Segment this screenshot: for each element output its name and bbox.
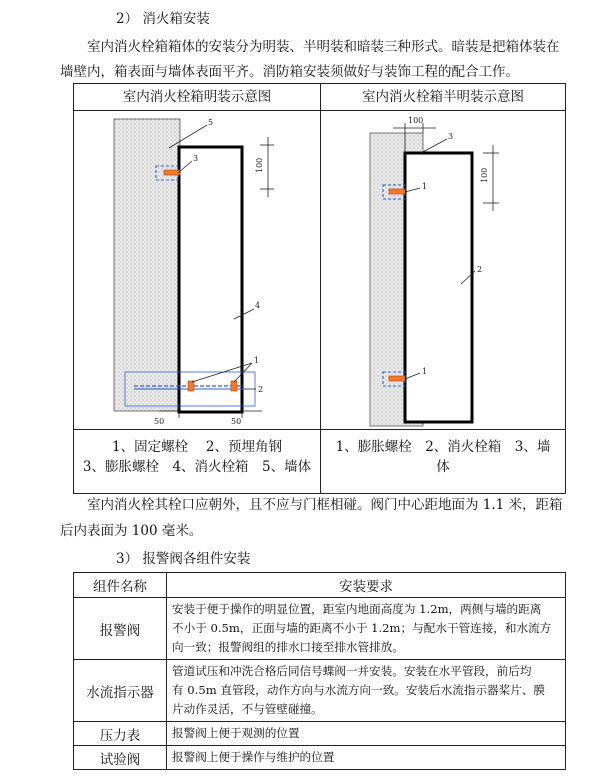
callout-1: 1 <box>422 182 428 191</box>
component-requirement <box>167 660 566 722</box>
column-header-name: 组件名称 <box>74 573 167 598</box>
bolt-icon <box>188 381 194 391</box>
dim-label-50: 50 <box>231 417 242 426</box>
exposed-cabinet-diagram <box>74 111 321 429</box>
callout-3: 3 <box>448 132 454 141</box>
right-figure-cell <box>321 111 566 430</box>
expansion-bolt-icon <box>389 376 405 381</box>
right-figure-legend <box>321 430 566 494</box>
left-figure-caption: 室内消火栓箱明装示意图 <box>74 84 321 111</box>
paragraph-line: 室内消火栓箱箱体的安装分为明装、半明装和暗装三种形式。暗装是把箱体装在 <box>87 39 560 55</box>
paragraph-line: 后内表面为 100 毫米。 <box>60 523 203 539</box>
table-row <box>74 746 566 770</box>
component-name: 报警阀 <box>74 598 167 660</box>
requirement-line: 有 0.5m 直管段，动作方向与水流方向一致。安装后水流指示器桨片、膜 <box>172 683 546 697</box>
dim-label-100: 100 <box>408 116 424 125</box>
column-header-requirement: 安装要求 <box>167 573 566 598</box>
component-requirement <box>167 722 566 746</box>
callout-3: 3 <box>193 154 199 163</box>
paragraph-line: 墙壁内，箱表面与墙体表面平齐。消防箱安装须做好与装饰工程的配合工作。 <box>60 64 519 80</box>
section-heading-cabinet: 2） 消火箱安装 <box>116 11 210 27</box>
expansion-bolt-icon <box>164 170 180 175</box>
legend-line: 体 <box>436 459 450 475</box>
legend-line: 1、固定螺栓 2、预埋角钢 <box>112 439 282 455</box>
semi-recessed-cabinet-diagram <box>321 111 566 429</box>
section-heading-alarm-valve: 3） 报警阀各组件安装 <box>116 551 251 567</box>
component-name: 试验阀 <box>74 746 167 770</box>
callout-5: 5 <box>208 118 214 127</box>
callout-2: 2 <box>258 385 264 394</box>
dim-label-50: 50 <box>154 417 165 426</box>
requirement-line: 报警阀上便于观测的位置 <box>172 726 300 740</box>
right-figure-caption: 室内消火栓箱半明装示意图 <box>321 84 566 111</box>
leader-line <box>421 139 447 153</box>
requirement-line: 向一致；报警阀组的排水口接至排水管排放。 <box>172 640 404 654</box>
callout-1: 1 <box>254 356 260 365</box>
callout-4: 4 <box>255 301 261 310</box>
legend-line: 3、膨胀螺栓 4、消火栓箱 5、墙体 <box>82 459 312 475</box>
dim-label-100: 100 <box>480 167 489 183</box>
callout-2: 2 <box>477 265 483 274</box>
requirement-line: 片动作灵活，不与管壁碰撞。 <box>172 702 323 716</box>
diagram-table <box>73 83 566 494</box>
component-requirement <box>167 746 566 770</box>
table-row <box>74 660 566 722</box>
component-table <box>73 572 566 770</box>
paragraph-line: 室内消火栓其栓口应朝外，且不应与门框相碰。阀门中心距地面为 1.1 米，距箱 <box>87 497 563 513</box>
component-name: 水流指示器 <box>74 660 167 722</box>
wall-body <box>114 119 180 411</box>
expansion-bolt-icon <box>389 189 405 194</box>
callout-1: 1 <box>422 367 428 376</box>
left-figure-cell <box>74 111 321 430</box>
requirement-line: 报警阀上便于操作与维护的位置 <box>172 750 335 764</box>
table-row <box>74 722 566 746</box>
component-name: 压力表 <box>74 722 167 746</box>
table-row <box>74 598 566 660</box>
bolt-icon <box>231 381 237 391</box>
component-requirement <box>167 598 566 660</box>
requirement-line: 管道试压和冲洗合格后同信号蝶阀一并安装。安装在水平管段，前后均 <box>172 664 532 678</box>
dim-label-100: 100 <box>255 157 264 173</box>
cabinet-box <box>405 153 472 422</box>
requirement-line: 安装于便于操作的明显位置，距室内地面高度为 1.2m，两侧与墙的距离 <box>172 602 542 616</box>
requirement-line: 不小于 0.5m，正面与墙的距离不小于 1.2m；与配水干管连接，和水流方 <box>172 621 552 635</box>
legend-line: 1、膨胀螺栓 2、消火栓箱 3、墙 <box>335 439 551 455</box>
left-figure-legend <box>74 430 321 494</box>
